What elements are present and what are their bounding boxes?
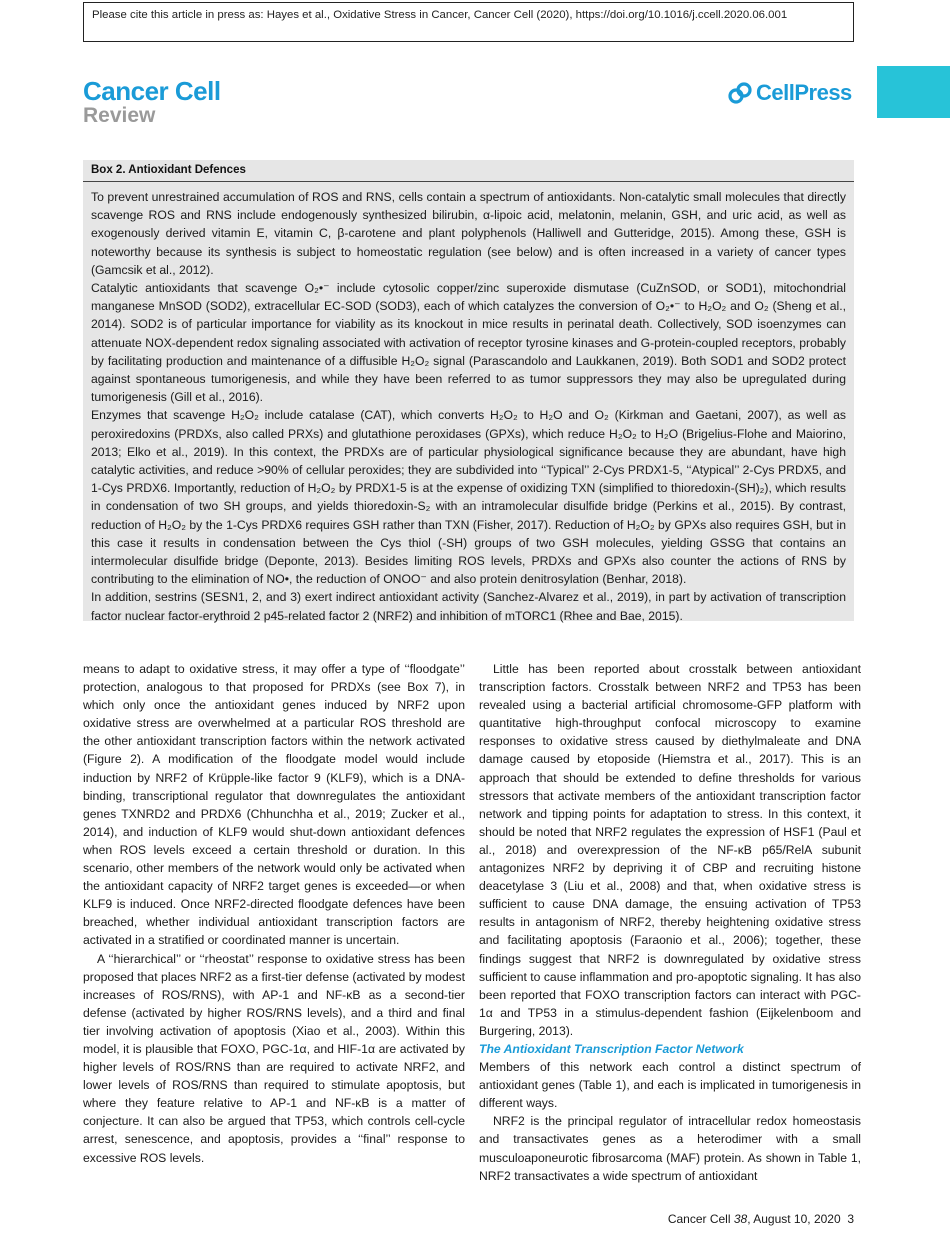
footer-date: August 10, 2020 bbox=[753, 1212, 841, 1226]
body-paragraph: means to adapt to oxidative stress, it may offer a type of ‘‘floodgate’’ protection, analogous to that proposed for PRDXs (see Box 7), in which only once the antioxidant genes induced by NRF2 upon oxidative stress are overwhelmed at a particular ROS threshold are the other antioxidant transcription factors within the network activated (Figure 2). A modification of the floodgate model would include induction by NRF2 of Krüpple-like factor 9 (KLF9), which is a DNA-binding, transcriptional regulator that downregulates the antioxidant genes TXNRD2 and PRDX6 (Chhunchha et al., 2019; Zucker et al., 2014), and induction of KLF9 would shut-down antioxidant defences when ROS levels exceed a certain threshold or duration. In this scenario, other members of the network would only be activated when the antioxidant capacity of NRF2 target genes is exceeded—or when KLF9 is induced. Once NRF2-directed floodgate defences have been breached, whether individual antioxidant transcription factors are activated in a stratified or coordinated manner is uncertain. bbox=[83, 662, 465, 948]
publisher-logo[interactable] bbox=[728, 80, 852, 106]
box-paragraph: To prevent unrestrained accumulation of ROS and RNS, cells contain a spectrum of antioxidants. Non-catalytic small molecules that directly scavenge ROS and RNS include endogenously synthesized bilirubin, α-lipoic acid, melatonin, melanin, GSH, and uric acid, as well as exogenously derived vitamin E, vitamin C, β-carotene and plant polyphenols (Halliwell and Gutteridge, 2015). Among these, GSH is noteworthy because its synthesis is subject to homeostatic regulation (see below) and is often increased in a variety of cancer types (Gamcsik et al., 2012). bbox=[91, 190, 846, 277]
box-title: Box 2. Antioxidant Defences bbox=[83, 160, 854, 182]
box-body bbox=[83, 182, 854, 625]
section-heading: The Antioxidant Transcription Factor Network bbox=[479, 1041, 744, 1056]
side-color-tab bbox=[877, 66, 950, 118]
body-paragraph: Little has been reported about crosstalk between antioxidant transcription factors. Crosstalk between NRF2 and TP53 has been revealed using a bacterial artificial chromosome-GFP platform with quantitative high-throughput confocal microscopy to examine responses to oxidative stress caused by diethylmaleate and DNA damage caused by etoposide (Hiemstra et al., 2017). This is an approach that should be extended to define thresholds for various stressors that activate members of the antioxidant transcription factor network and tipping points for adaptation to stress. In this context, it should be noted that NRF2 regulates the expression of HSF1 (Paul et al., 2018) and overexpression of the NF-κB p65/RelA subunit antagonizes NRF2 by depriving it of CBP and recruiting histone deacetylase 3 (Liu et al., 2008) and that, when oxidative stress is sufficient to cause DNA damage, the ensuing activation of TP53 results in antagonism of NRF2, thereby heightening oxidative stress and facilitating apoptosis (Faraonio et al., 2006); together, these findings suggest that NRF2 is downregulated by oxidative stress sufficient to cause inflammation and pro-apoptotic signaling. It has also been reported that FOXO transcription factors can interact with PGC-1α and TP53 in a stimulus-dependent fashion (Eijkelenboom and Burgering, 2013). bbox=[479, 662, 861, 1038]
left-column bbox=[83, 660, 465, 1167]
box-paragraph: In addition, sestrins (SESN1, 2, and 3) exert indirect antioxidant activity (Sanchez-Alvarez et al., 2019), in part by activation of transcription factor nuclear factor-erythroid 2 p45-related factor 2 (NRF2) and inhibition of mTORC1 (Rhee and Bae, 2015). bbox=[91, 590, 846, 623]
footer-separator: , bbox=[747, 1212, 754, 1226]
citation-notice: Please cite this article in press as: Hayes et al., Oxidative Stress in Cancer, Cancer Cell (2020), https://doi.org/10.1016/j.ccell.2020.06.001 bbox=[83, 2, 854, 42]
publisher-name: CellPress bbox=[756, 80, 852, 105]
body-paragraph: NRF2 is the principal regulator of intracellular redox homeostasis and transactivates genes as a heterodimer with a small musculoaponeurotic fibrosarcoma (MAF) protein. As shown in Table 1, NRF2 transactivates a wide spectrum of antioxidant bbox=[479, 1114, 861, 1183]
footer-journal: Cancer Cell bbox=[667, 1212, 731, 1226]
box-paragraph: Catalytic antioxidants that scavenge O₂•⁻ include cytosolic copper/zinc superoxide dismutase (CuZnSOD, or SOD1), mitochondrial manganese MnSOD (SOD2), extracellular EC-SOD (SOD3), each of which catalyzes the conversion of O₂•⁻ to H₂O₂ and O₂ (Sheng et al., 2014). SOD2 is of particular importance for viability as its knockout in mice results in perinatal death. Collectively, SOD isoenzymes can attenuate NOX-dependent redox signaling associated with activation of receptor tyrosine kinases and G-protein-coupled receptors, probably by facilitating production and maintenance of a diffusible H₂O₂ signal (Parascandolo and Laukkanen, 2019). Both SOD1 and SOD2 protect against spontaneous tumorigenesis, and while they have been referred to as tumor suppressors they may also be upregulated during tumorigenesis (Gill et al., 2016). bbox=[91, 281, 846, 405]
journal-section: Review bbox=[83, 104, 156, 127]
antioxidant-defences-box bbox=[83, 160, 854, 621]
cellpress-logo-icon bbox=[728, 82, 752, 104]
body-paragraph: A ‘‘hierarchical’’ or ‘‘rheostat’’ response to oxidative stress has been proposed that places NRF2 as a first-tier defense (activated by modest increases of ROS/RNS), with AP-1 and NF-κB as a second-tier defense (activated by higher ROS/RNS levels), and a third and final tier involving activation of apoptosis (Xiao et al., 2003). Within this model, it is plausible that FOXO, PGC-1α, and HIF-1α are activated by higher levels of ROS/RNS than are required to activate NRF2, and lower levels of ROS/RNS than required to stimulate apoptosis, but where they feature relative to AP-1 and NF-κB is a matter of conjecture. It can also be argued that TP53, which controls cell-cycle arrest, senescence, and apoptosis, provides a ‘‘final’’ response to excessive ROS levels. bbox=[83, 951, 465, 1165]
page-footer bbox=[650, 1212, 854, 1226]
body-paragraph: Members of this network each control a distinct spectrum of antioxidant genes (Table 1), and each is implicated in tumorigenesis in different ways. bbox=[479, 1060, 861, 1111]
footer-volume: 38 bbox=[733, 1212, 748, 1226]
journal-title: Cancer Cell bbox=[83, 76, 221, 106]
footer-page: 3 bbox=[847, 1212, 854, 1226]
box-paragraph: Enzymes that scavenge H₂O₂ include catalase (CAT), which converts H₂O₂ to H₂O and O₂ (Kirkman and Gaetani, 2007), as well as peroxiredoxins (PRDXs, also called PRXs) and glutathione peroxidases (GPXs), which reduce H₂O₂ to H₂O (Brigelius-Flohe and Maiorino, 2013; Elko et al., 2019). In this context, the PRDXs are of particular physiological significance because they are abundant, have high catalytic activities, and reduce >90% of cellular peroxides; they are subdivided into ‘‘Typical’’ 2-Cys PRDX1-5, ‘‘Atypical’’ 2-Cys PRDX5, and 1-Cys PRDX6. Importantly, reduction of H₂O₂ by PRDX1-5 is at the expense of oxidizing TXN (simplified to thioredoxin-(SH)₂), which results in condensation of two SH groups, and yields thioredoxin-S₂ with an intramolecular disulfide bridge (Perkins et al., 2015). By contrast, reduction of H₂O₂ by the 1-Cys PRDX6 requires GSH rather than TXN (Fisher, 2017). Reduction of H₂O₂ by GPXs also requires GSH, but in this case it results in condensation between the Cys thiol (-SH) groups of two GSH molecules, yielding GSSG that contains an intermolecular disulfide bridge (Deponte, 2013). Besides limiting ROS levels, PRDXs and GPXs also counter the actions of RNS by contributing to the elimination of NO•, the reduction of ONOO⁻ and also protein denitrosylation (Benhar, 2018). bbox=[91, 408, 846, 587]
right-column bbox=[479, 660, 861, 1185]
